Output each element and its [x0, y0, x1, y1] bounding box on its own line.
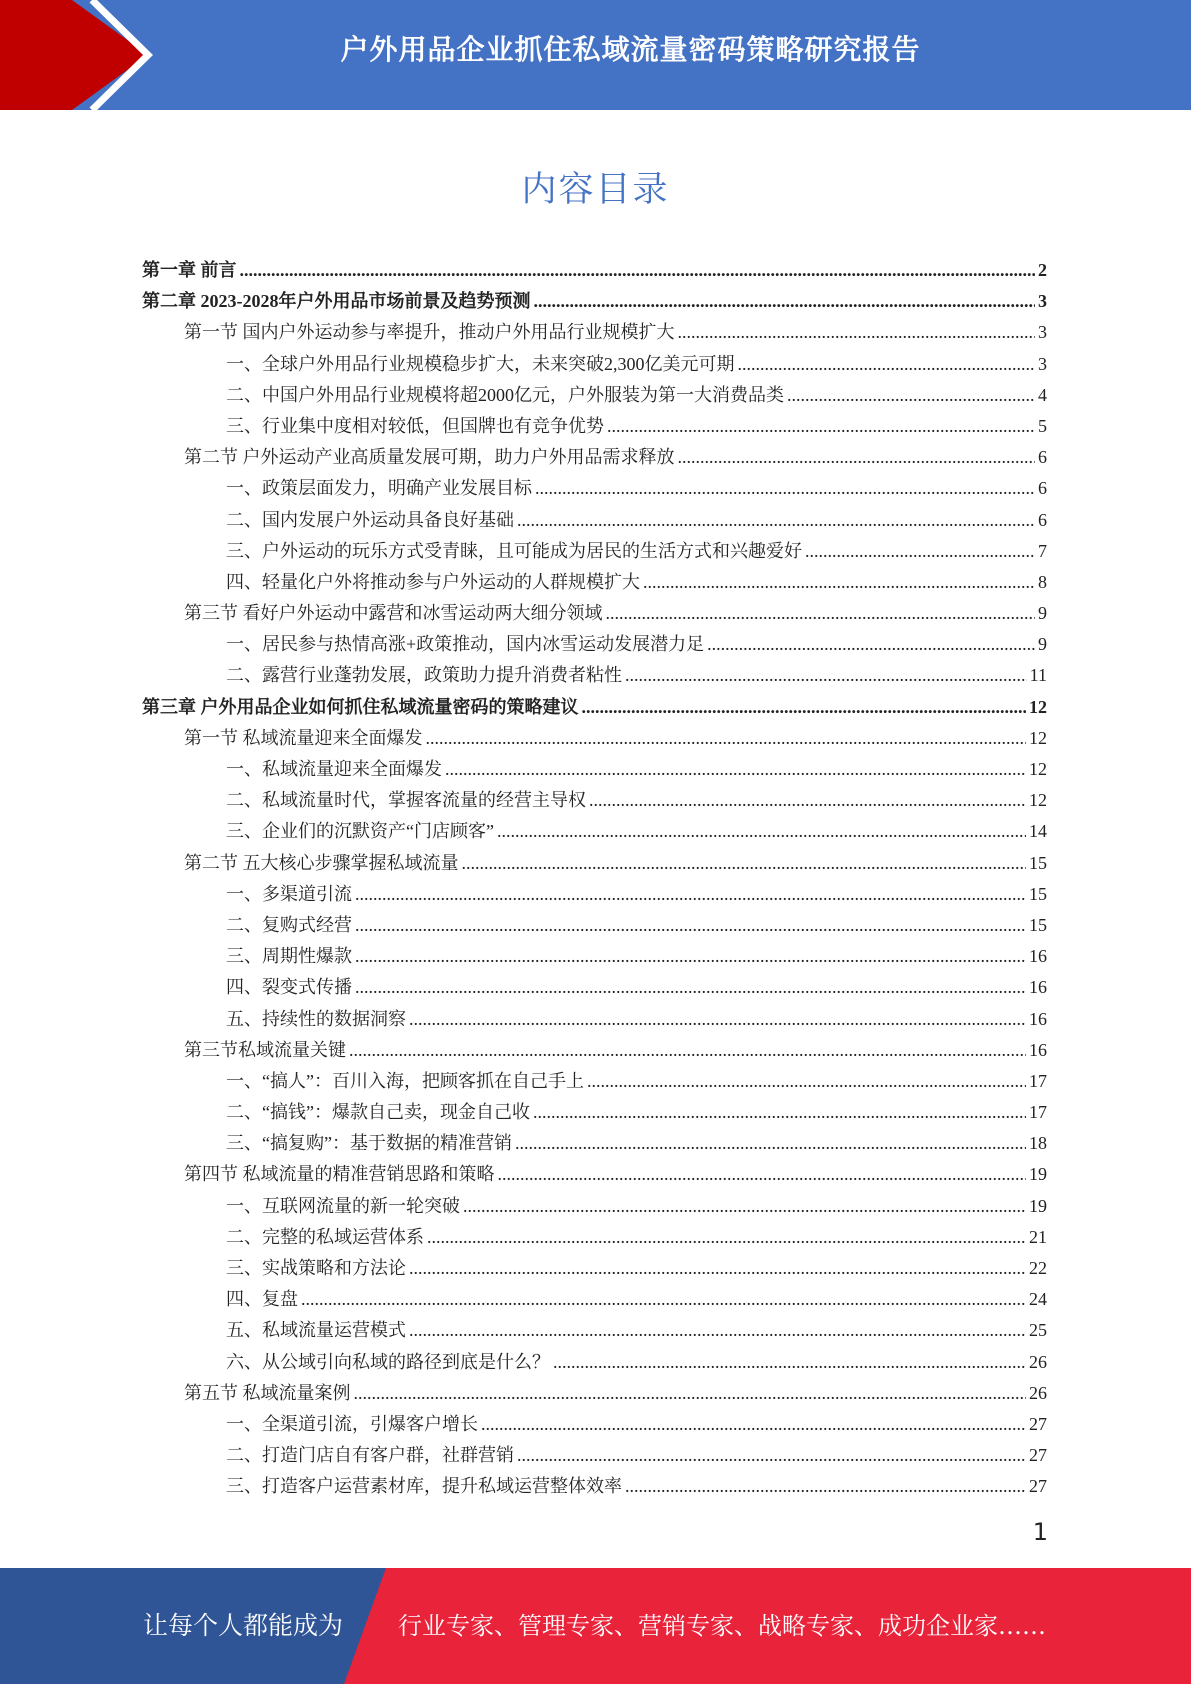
toc-entry-page: 5: [1038, 415, 1047, 436]
toc-entry-page: 16: [1029, 1039, 1047, 1060]
toc-entry-page: 12: [1029, 696, 1047, 717]
toc-dot-leader: [517, 505, 1035, 536]
toc-entry[interactable]: [142, 1315, 1047, 1346]
footer-band: [0, 1568, 1191, 1684]
toc-entry-title: 第四节 私域流量的精准营销思路和策略: [184, 1164, 495, 1185]
toc-entry[interactable]: [142, 442, 1047, 473]
toc-entry[interactable]: [142, 972, 1047, 1003]
toc-entry-title: 四、裂变式传播: [226, 977, 352, 998]
toc-entry-page: 18: [1029, 1133, 1047, 1154]
toc-entry-title: 二、“搞钱”：爆款自己卖，现金自己收: [226, 1102, 530, 1123]
toc-entry[interactable]: [142, 317, 1047, 348]
toc-entry[interactable]: [142, 1097, 1047, 1128]
toc-entry[interactable]: [142, 411, 1047, 442]
toc-entry[interactable]: [142, 723, 1047, 754]
toc-entry-page: 26: [1029, 1351, 1047, 1372]
toc-entry-title: 一、互联网流量的新一轮突破: [226, 1195, 460, 1216]
toc-entry-title: 五、持续性的数据洞察: [226, 1008, 406, 1029]
toc-entry[interactable]: [142, 1409, 1047, 1440]
toc-entry-page: 17: [1029, 1102, 1047, 1123]
toc-entry[interactable]: [142, 1440, 1047, 1471]
toc-entry[interactable]: [142, 473, 1047, 504]
toc-entry-page: 6: [1038, 478, 1047, 499]
toc-entry-title: 三、户外运动的玩乐方式受青睐，且可能成为居民的生活方式和兴趣爱好: [226, 540, 802, 561]
toc-dot-leader: [426, 723, 1027, 754]
toc-entry[interactable]: [142, 660, 1047, 691]
toc-entry-page: 4: [1038, 384, 1047, 405]
toc-entry[interactable]: [142, 1128, 1047, 1159]
toc-entry-title: 四、复盘: [226, 1289, 298, 1310]
toc-dot-leader: [301, 1284, 1026, 1315]
toc-entry-title: 一、政策层面发力，明确产业发展目标: [226, 478, 532, 499]
footer-slogan-left: 让每个人都能成为: [143, 1611, 344, 1640]
toc-entry[interactable]: [142, 910, 1047, 941]
toc-dot-leader: [643, 567, 1035, 598]
toc-dot-leader: [582, 692, 1027, 723]
toc-dot-leader: [589, 785, 1026, 816]
toc-entry-title: 四、轻量化户外将推动参与户外运动的人群规模扩大: [226, 571, 640, 592]
toc-dot-leader: [535, 473, 1035, 504]
toc-entry-page: 6: [1038, 509, 1047, 530]
toc-entry-page: 19: [1029, 1164, 1047, 1185]
toc-entry-page: 2: [1038, 260, 1047, 280]
toc-entry-page: 15: [1029, 914, 1047, 935]
toc-dot-leader: [409, 1004, 1026, 1035]
toc-dot-leader: [515, 1128, 1026, 1159]
toc-entry-page: 12: [1029, 790, 1047, 811]
toc-entry-title: 一、“搞人”：百川入海，把顾客抓在自己手上: [226, 1070, 584, 1091]
toc-entry[interactable]: [142, 1471, 1047, 1502]
toc-entry-title: 第五节 私域流量案例: [184, 1382, 351, 1403]
toc-entry-title: 第三节私域流量关键: [184, 1039, 346, 1060]
toc-entry-page: 3: [1038, 291, 1047, 312]
toc-dot-leader: [355, 910, 1026, 941]
toc-entry-page: 27: [1029, 1476, 1047, 1497]
toc-entry-page: 9: [1038, 603, 1047, 624]
footer-slogan-right: 行业专家、管理专家、营销专家、战略专家、成功企业家……: [398, 1612, 1046, 1640]
toc-entry-title: 二、露营行业蓬勃发展，政策助力提升消费者粘性: [226, 665, 622, 686]
toc-dot-leader: [805, 536, 1035, 567]
toc-entry-title: 三、打造客户运营素材库，提升私域运营整体效率: [226, 1476, 622, 1497]
toc-dot-leader: [607, 411, 1035, 442]
toc-entry-title: 第二节 户外运动产业高质量发展可期，助力户外用品需求释放: [184, 447, 675, 468]
toc-dot-leader: [517, 1440, 1026, 1471]
toc-entry-page: 12: [1029, 727, 1047, 748]
toc-dot-leader: [240, 255, 1036, 286]
toc-dot-leader: [445, 754, 1026, 785]
toc-entry-title: 二、完整的私域运营体系: [226, 1226, 424, 1247]
toc-entry-title: 二、打造门店自有客户群，社群营销: [226, 1445, 514, 1466]
toc-entry-page: 9: [1038, 634, 1047, 655]
toc-dot-leader: [355, 972, 1026, 1003]
toc-entry-title: 三、“搞复购”：基于数据的精准营销: [226, 1133, 512, 1154]
toc-dot-leader: [462, 848, 1027, 879]
toc-dot-leader: [409, 1315, 1026, 1346]
toc-dot-leader: [463, 1191, 1026, 1222]
report-header-band: [0, 0, 1191, 110]
toc-entry-page: 16: [1029, 977, 1047, 998]
toc-entry-page: 16: [1029, 1008, 1047, 1029]
toc-dot-leader: [625, 1471, 1026, 1502]
toc-entry-page: 8: [1038, 571, 1047, 592]
toc-entry-page: 26: [1029, 1382, 1047, 1403]
toc-entry-page: 16: [1029, 946, 1047, 967]
toc-entry[interactable]: [142, 505, 1047, 536]
toc-dot-leader: [409, 1253, 1026, 1284]
toc-entry-page: 3: [1038, 353, 1047, 374]
toc-dot-leader: [678, 317, 1036, 348]
toc-heading: 内容目录: [521, 170, 670, 210]
toc-entry-title: 六、从公域引向私域的路径到底是什么？: [226, 1351, 550, 1372]
toc-entry[interactable]: [142, 1004, 1047, 1035]
toc-entry[interactable]: [142, 785, 1047, 816]
page-number: 1: [1032, 1518, 1048, 1546]
toc-entry-page: 3: [1038, 322, 1047, 343]
toc-entry-title: 三、周期性爆款: [226, 946, 352, 967]
toc-dot-leader: [354, 1378, 1027, 1409]
toc-entry[interactable]: [142, 754, 1047, 785]
toc-entry-page: 21: [1029, 1226, 1047, 1247]
toc-entry-title: 一、居民参与热情高涨+政策推动，国内冰雪运动发展潜力足: [226, 634, 705, 655]
toc-entry-title: 二、国内发展户外运动具备良好基础: [226, 509, 514, 530]
toc-dot-leader: [606, 598, 1036, 629]
toc-entry[interactable]: [142, 629, 1047, 660]
toc-entry-page: 22: [1029, 1258, 1047, 1278]
toc-entry-page: 14: [1029, 821, 1047, 842]
toc-entry[interactable]: [142, 536, 1047, 567]
toc-dot-leader: [738, 349, 1036, 380]
toc-entry[interactable]: [142, 1035, 1047, 1066]
toc-entry[interactable]: [142, 1284, 1047, 1315]
toc-entry-title: 三、行业集中度相对较低，但国牌也有竞争优势: [226, 415, 604, 436]
toc-dot-leader: [498, 1159, 1027, 1190]
toc-entry[interactable]: [142, 1253, 1047, 1284]
toc-entry[interactable]: [142, 380, 1047, 411]
toc-dot-leader: [355, 941, 1026, 972]
toc-dot-leader: [678, 442, 1036, 473]
toc-entry[interactable]: [142, 1159, 1047, 1190]
toc-entry[interactable]: [142, 286, 1047, 317]
toc-entry[interactable]: [142, 692, 1047, 723]
toc-dot-leader: [533, 1097, 1026, 1128]
toc-entry-page: 25: [1029, 1320, 1047, 1341]
toc-entry-page: 27: [1029, 1445, 1047, 1466]
toc-entry[interactable]: [142, 598, 1047, 629]
toc-entry-page: 27: [1029, 1413, 1047, 1434]
toc-entry-title: 二、私域流量时代，掌握客流量的经营主导权: [226, 790, 586, 811]
toc-entry-title: 第二章 2023-2028年户外用品市场前景及趋势预测: [142, 291, 531, 312]
toc-entry[interactable]: [142, 255, 1047, 286]
toc-entry-page: 15: [1029, 852, 1047, 873]
report-title: 户外用品企业抓住私域流量密码策略研究报告: [340, 33, 921, 66]
toc-entry-title: 第二节 五大核心步骤掌握私域流量: [184, 852, 459, 873]
toc-dot-leader: [427, 1222, 1026, 1253]
toc-dot-leader: [349, 1035, 1026, 1066]
toc-dot-leader: [355, 879, 1026, 910]
toc-dot-leader: [497, 816, 1026, 847]
toc-entry-page: 19: [1029, 1195, 1047, 1216]
toc-entry[interactable]: [142, 1347, 1047, 1378]
toc-entry-page: 7: [1038, 540, 1047, 561]
toc-entry-title: 第一章 前言: [142, 260, 237, 280]
toc-entry[interactable]: [142, 567, 1047, 598]
toc-entry-title: 五、私域流量运营模式: [226, 1320, 406, 1341]
toc-entry-page: 24: [1029, 1289, 1047, 1310]
toc-dot-leader: [481, 1409, 1026, 1440]
toc-entry-page: 17: [1029, 1070, 1047, 1091]
toc-entry-title: 一、全渠道引流，引爆客户增长: [226, 1413, 478, 1434]
toc-entry-page: 15: [1029, 883, 1047, 904]
toc-entry-title: 一、私域流量迎来全面爆发: [226, 759, 442, 779]
toc-entry-title: 二、中国户外用品行业规模将超2000亿元，户外服装为第一大消费品类: [226, 384, 784, 405]
toc-entry-title: 一、全球户外用品行业规模稳步扩大，未来突破2,300亿美元可期: [226, 353, 735, 374]
toc-entry-page: 12: [1029, 759, 1047, 779]
toc-entry-title: 第三节 看好户外运动中露营和冰雪运动两大细分领域: [184, 603, 603, 624]
toc-entry-title: 第一节 私域流量迎来全面爆发: [184, 727, 423, 748]
table-of-contents: [142, 255, 1047, 1503]
toc-entry-title: 一、多渠道引流: [226, 883, 352, 904]
toc-entry-title: 三、企业们的沉默资产“门店顾客”: [226, 821, 494, 842]
toc-entry-page: 11: [1029, 665, 1047, 686]
toc-entry[interactable]: [142, 1378, 1047, 1409]
toc-entry-title: 二、复购式经营: [226, 914, 352, 935]
toc-dot-leader: [787, 380, 1035, 411]
toc-entry-title: 三、实战策略和方法论: [226, 1258, 406, 1278]
toc-dot-leader: [707, 629, 1035, 660]
toc-entry-page: 6: [1038, 447, 1047, 468]
toc-entry[interactable]: [142, 879, 1047, 910]
toc-entry[interactable]: [142, 816, 1047, 847]
toc-entry-title: 第一节 国内户外运动参与率提升，推动户外用品行业规模扩大: [184, 322, 675, 343]
toc-entry[interactable]: [142, 1066, 1047, 1097]
toc-entry[interactable]: [142, 941, 1047, 972]
toc-dot-leader: [587, 1066, 1026, 1097]
toc-dot-leader: [553, 1347, 1026, 1378]
toc-dot-leader: [534, 286, 1036, 317]
toc-dot-leader: [625, 660, 1027, 691]
toc-entry[interactable]: [142, 349, 1047, 380]
toc-entry-title: 第三章 户外用品企业如何抓住私域流量密码的策略建议: [142, 696, 579, 717]
toc-entry[interactable]: [142, 848, 1047, 879]
toc-entry[interactable]: [142, 1222, 1047, 1253]
toc-entry[interactable]: [142, 1191, 1047, 1222]
